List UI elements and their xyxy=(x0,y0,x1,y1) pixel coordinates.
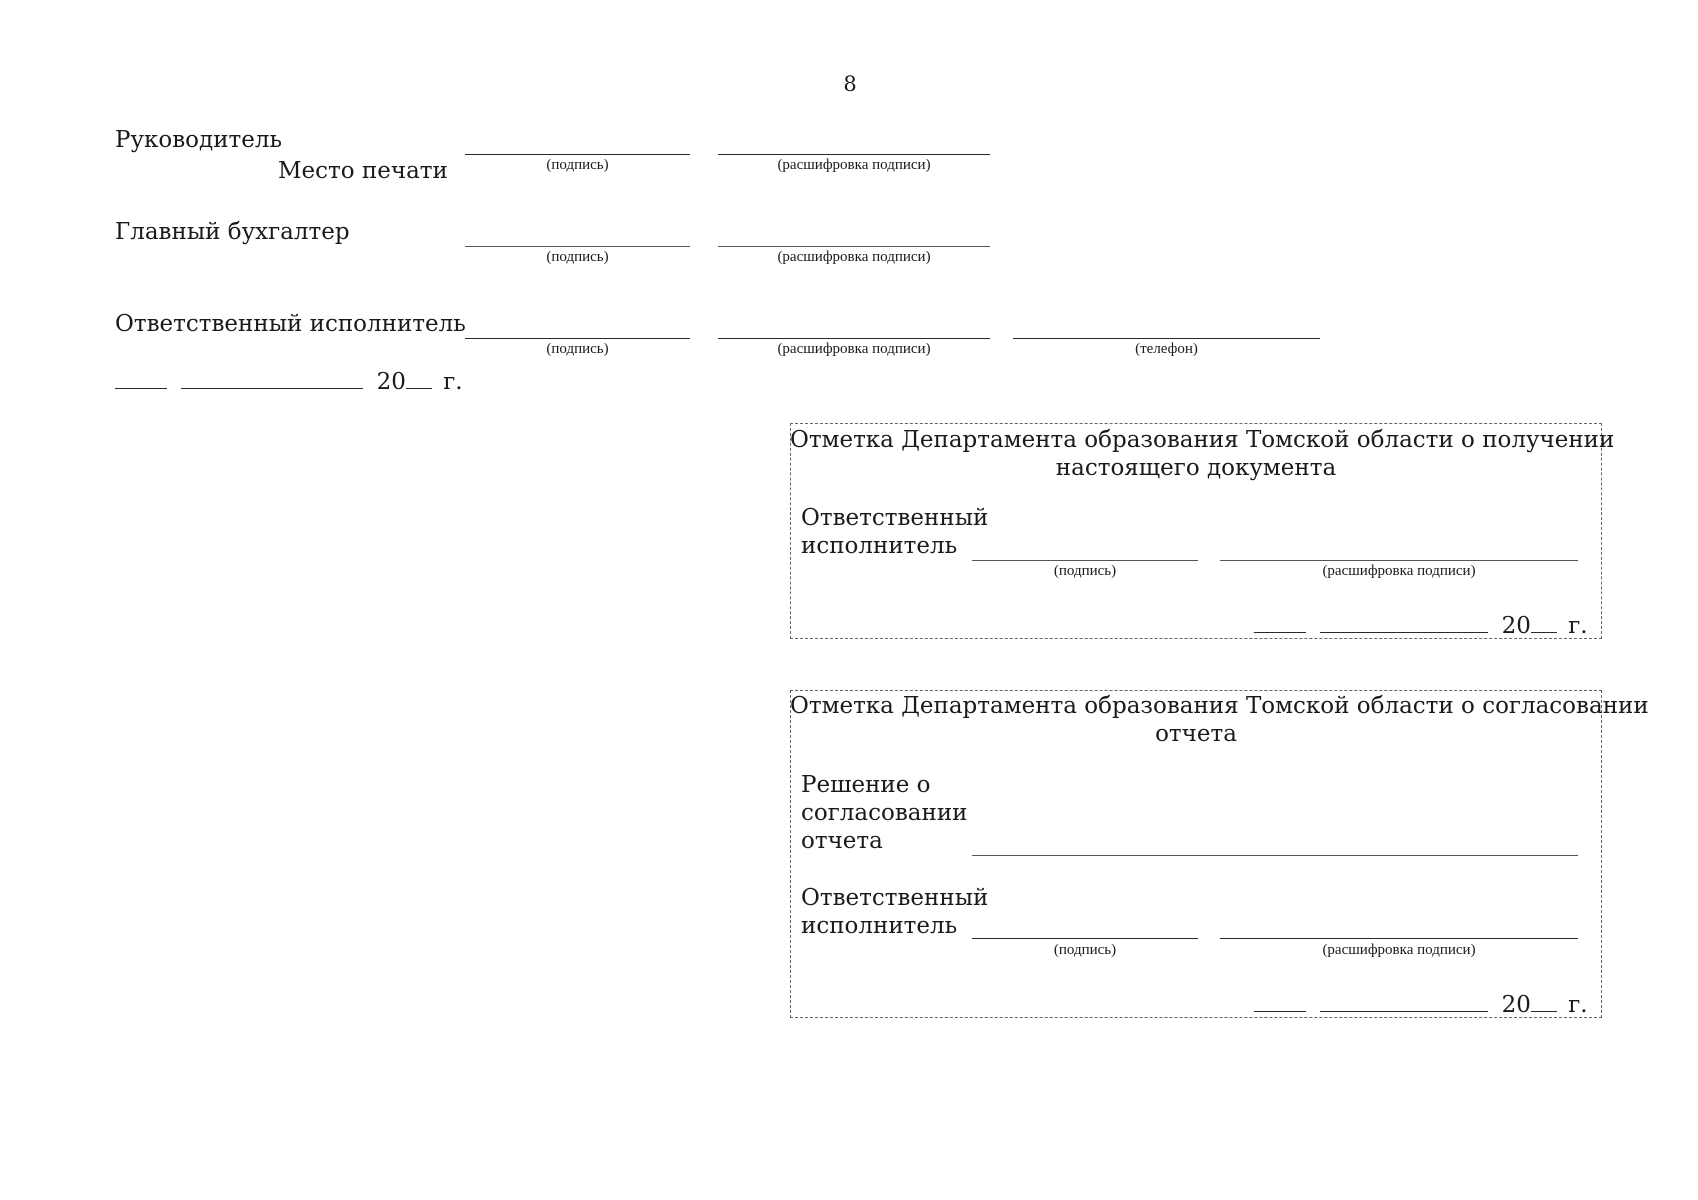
receipt-signature-caption: (подпись) xyxy=(1053,563,1117,579)
head-decoding-line[interactable] xyxy=(718,154,990,155)
approval-decision-line2: согласовании xyxy=(801,800,968,826)
date-year-suffix: г. xyxy=(443,369,463,395)
receipt-responsible-line2: исполнитель xyxy=(801,533,958,559)
head-signature-caption: (подпись) xyxy=(546,157,609,173)
receipt-date xyxy=(1254,610,1588,640)
responsible-phone-caption: (телефон) xyxy=(1135,341,1198,357)
main-date xyxy=(115,366,463,396)
stamp-label: Место печати xyxy=(278,158,448,184)
approval-decoding-caption: (расшифровка подписи) xyxy=(1322,942,1476,958)
receipt-title-line1: Отметка Департамента образования Томской области о получении xyxy=(790,427,1615,453)
approval-date-day-blank[interactable] xyxy=(1254,989,1306,1012)
receipt-date-year-prefix: 20 xyxy=(1501,613,1531,639)
receipt-signature-line[interactable] xyxy=(972,560,1198,561)
responsible-phone-line[interactable] xyxy=(1013,338,1320,339)
approval-date-month-blank[interactable] xyxy=(1320,989,1488,1012)
approval-title-line1: Отметка Департамента образования Томской области о согласовании xyxy=(790,693,1649,719)
receipt-responsible-line1: Ответственный xyxy=(801,505,989,531)
responsible-signature-line[interactable] xyxy=(465,338,690,339)
approval-decision-line1: Решение о xyxy=(801,772,931,798)
page-number: 8 xyxy=(843,72,857,96)
date-year-blank[interactable] xyxy=(406,366,432,389)
responsible-signature-caption: (подпись) xyxy=(546,341,609,357)
accountant-signature-caption: (подпись) xyxy=(546,249,609,265)
date-month-blank[interactable] xyxy=(181,366,363,389)
approval-date-year-prefix: 20 xyxy=(1501,992,1531,1018)
receipt-title-line2: настоящего документа xyxy=(1055,455,1337,481)
head-decoding-caption: (расшифровка подписи) xyxy=(777,157,931,173)
receipt-date-month-blank[interactable] xyxy=(1320,610,1488,633)
head-label: Руководитель xyxy=(115,127,282,153)
head-signature-line[interactable] xyxy=(465,154,690,155)
approval-date xyxy=(1254,989,1588,1019)
approval-date-year-suffix: г. xyxy=(1568,992,1588,1018)
approval-responsible-line2: исполнитель xyxy=(801,913,958,939)
approval-decision-line3: отчета xyxy=(801,828,883,854)
responsible-label: Ответственный исполнитель xyxy=(115,311,466,337)
receipt-date-year-suffix: г. xyxy=(1568,613,1588,639)
approval-signature-caption: (подпись) xyxy=(1053,942,1117,958)
approval-responsible-line1: Ответственный xyxy=(801,885,989,911)
receipt-decoding-caption: (расшифровка подписи) xyxy=(1322,563,1476,579)
approval-signature-line[interactable] xyxy=(972,938,1198,939)
approval-decision-line[interactable] xyxy=(972,855,1578,856)
receipt-date-day-blank[interactable] xyxy=(1254,610,1306,633)
accountant-decoding-line[interactable] xyxy=(718,246,990,247)
accountant-signature-line[interactable] xyxy=(465,246,690,247)
receipt-date-year-blank[interactable] xyxy=(1531,610,1557,633)
responsible-decoding-line[interactable] xyxy=(718,338,990,339)
accountant-decoding-caption: (расшифровка подписи) xyxy=(777,249,931,265)
chief-accountant-label: Главный бухгалтер xyxy=(115,219,350,245)
responsible-decoding-caption: (расшифровка подписи) xyxy=(777,341,931,357)
approval-date-year-blank[interactable] xyxy=(1531,989,1557,1012)
approval-title-line2: отчета xyxy=(1155,721,1237,747)
date-day-blank[interactable] xyxy=(115,366,167,389)
receipt-decoding-line[interactable] xyxy=(1220,560,1578,561)
date-year-prefix: 20 xyxy=(376,369,406,395)
approval-decoding-line[interactable] xyxy=(1220,938,1578,939)
